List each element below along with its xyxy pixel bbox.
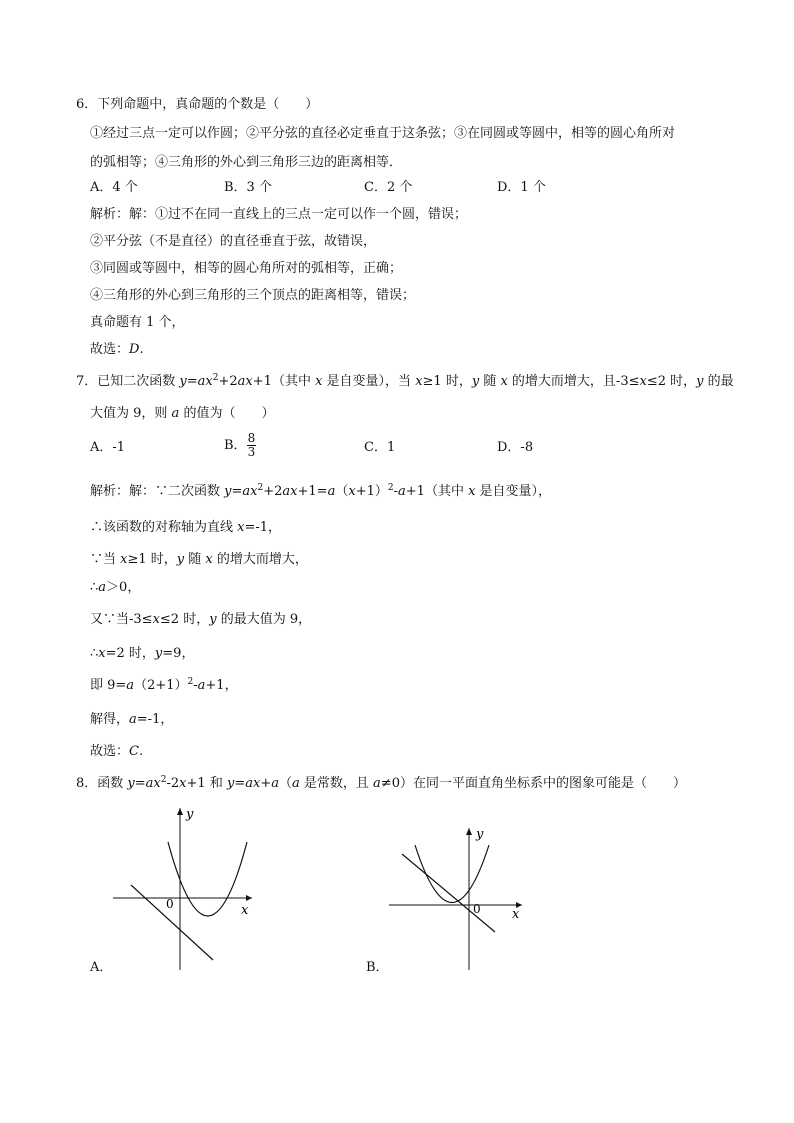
y-axis-arrow: [466, 828, 472, 835]
q6-choice-d: D．1 个: [497, 180, 546, 195]
q6-statement-line2: 的弧相等；④三角形的外心到三角形三边的距离相等．: [90, 155, 403, 170]
graph-b-label: B．: [366, 960, 389, 975]
q6-analysis-5: 真命题有 1 个，: [90, 315, 185, 330]
q6-analysis-4: ④三角形的外心到三角形的三个顶点的距离相等，错误；: [90, 288, 416, 303]
x-axis-label: x: [512, 907, 520, 922]
q7-choice-d: D．-8: [497, 440, 534, 455]
q7-solution-2: ∴该函数的对称轴为直线 x=-1，: [90, 520, 282, 535]
q6-analysis-3: ③同圆或等圆中，相等的圆心角所对的弧相等，正确；: [90, 261, 403, 276]
q7-answer: 故选：C.: [90, 744, 144, 759]
graph-a-label: A．: [90, 960, 113, 975]
q7-solution-6: ∴x=2 时，y=9，: [90, 646, 195, 661]
q6-analysis-1: 解析：解：①过不在同一直线上的三点一定可以作一个圆，错误；: [90, 207, 468, 222]
q6-stem: 6．下列命题中，真命题的个数是（ ）: [76, 97, 319, 112]
y-axis-label: y: [476, 827, 484, 842]
q6-choice-c: C．2 个: [364, 180, 413, 195]
q7-solution-1: 解析：解：∵二次函数 $y=ax^2+2ax+1=a(x+1)^2-a+1$（其中 x 是自变量），: [90, 483, 552, 499]
y-axis-label: y: [186, 807, 194, 822]
q8-stem: 8．函数 $y=ax^2-2x+1$ 和 y=ax+a（a 是常数，且 a≠0）在同一平面直角坐标系中的图象可能是（ ）: [76, 775, 686, 791]
q6-choice-b: B．3 个: [224, 180, 272, 195]
fraction: $\frac{8}{3}$: [247, 431, 256, 459]
q7-solution-4: ∴a＞0，: [90, 580, 141, 595]
q7-stem-line1: 7．已知二次函数 $y=ax^2+2ax+1$（其中 x 是自变量），当 x≥1 时，y 随 x 的增大而增大，且-3≤x≤2 时，y 的最: [76, 373, 734, 389]
q7-solution-7: 即 $9=a(2+1)^2-a+1$，: [90, 677, 238, 693]
q6-analysis-2: ②平分弦（不是直径）的直径垂直于弦，故错误，: [90, 234, 377, 249]
q7-solution-8: 解得，a=-1，: [90, 712, 174, 727]
q7-solution-3: ∵当 x≥1 时，y 随 x 的增大而增大，: [90, 552, 308, 567]
x-axis-label: x: [241, 903, 249, 918]
q7-stem-line2: 大值为 9，则 a 的值为（ ）: [90, 406, 275, 421]
q7-choice-a: A．-1: [90, 440, 126, 455]
graph-a: [108, 800, 268, 975]
graph-b: [385, 825, 530, 975]
origin-label: 0: [473, 902, 481, 916]
y-axis-arrow: [177, 808, 183, 815]
q6-choice-a: A．4 个: [90, 180, 138, 195]
x-axis-arrow: [246, 895, 252, 901]
q6-statement-line1: ①经过三点一定可以作圆；②平分弦的直径必定垂直于这条弦；③在同圆或等圆中，相等的圆心角所对: [90, 126, 676, 141]
q7-choice-b: B． $\frac{8}{3}$: [224, 431, 256, 459]
origin-label: 0: [166, 897, 174, 911]
q7-choice-c: C．1: [364, 440, 396, 455]
q7-solution-5: 又∵当-3≤x≤2 时，y 的最大值为 9，: [90, 612, 312, 627]
q6-answer: 故选：D.: [90, 342, 144, 357]
